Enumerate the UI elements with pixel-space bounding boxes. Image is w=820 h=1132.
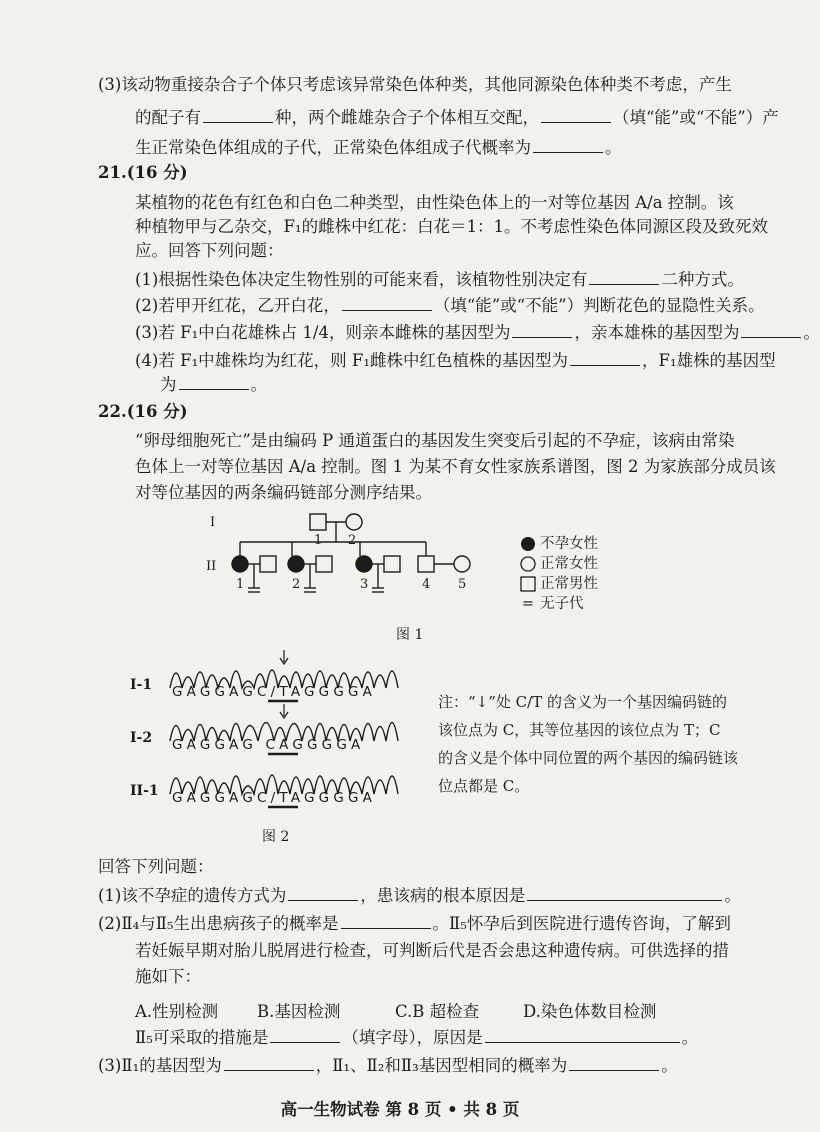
q21-stem-line3: 应。回答下列问题：: [135, 241, 284, 260]
answer-blank[interactable]: [533, 136, 603, 153]
answer-blank[interactable]: [270, 1026, 340, 1043]
page-footer: 高一生物试卷 第 8 页 • 共 8 页: [280, 1100, 520, 1119]
pedigree-II2-spouse-male: [316, 556, 332, 572]
answer-blank[interactable]: [485, 1026, 680, 1043]
q22-part1: (1)该不孕症的遗传方式为 ，患该病的根本原因是 。: [98, 886, 741, 905]
ped-num: 1: [314, 533, 323, 548]
seq-label-I1: I-1: [130, 677, 153, 693]
q20-part3-line3: 生正常染色体组成的子代，正常染色体组成子代概率为 。: [135, 138, 622, 157]
q22-header: 22.(16 分): [98, 402, 188, 421]
q22-part3: (3)Ⅱ₁的基因型为 ，Ⅱ₁、Ⅱ₂和Ⅱ₃基因型相同的概率为 。: [98, 1056, 678, 1075]
answer-blank[interactable]: [224, 1054, 314, 1071]
option-b[interactable]: B.基因检测: [257, 1002, 341, 1021]
gen-label-II: II: [206, 559, 217, 574]
pedigree-legend: 不孕女性 正常女性 正常男性 = 无子代: [521, 536, 598, 612]
pedigree-II1-affected-female: [232, 556, 248, 572]
ped-num: 2: [348, 533, 357, 548]
ped-num: 2: [292, 577, 301, 592]
seq-label-II1: II-1: [130, 783, 159, 799]
answer-blank[interactable]: [203, 106, 273, 123]
q20-part3-line1: (3)该动物重接杂合子个体只考虑该异常染色体种类，其他同源染色体种类不考虑，产生: [98, 75, 732, 94]
ped-num: 5: [458, 577, 467, 592]
q22-ask: 回答下列问题：: [98, 857, 214, 876]
ped-num: 4: [422, 577, 431, 592]
answer-blank[interactable]: [741, 321, 801, 338]
seq-text-I1: GAGGAGC/TAGGGGA: [172, 684, 377, 700]
normal-female-symbol: [520, 556, 536, 572]
answer-blank[interactable]: [512, 321, 572, 338]
q22-stem-line2: 色体上一对等位基因 A/a 控制。图 1 为某不育女性家族系谱图，图 2 为家族部分成员该: [135, 457, 776, 476]
q21-part3: (3)若 F₁中白花雄株占 1/4，则亲本雌株的基因型为 ，亲本雄株的基因型为 。: [135, 323, 820, 342]
answer-blank[interactable]: [342, 294, 432, 311]
pedigree-II3-affected-female: [356, 556, 372, 572]
q20-part3-line2: 的配子有 种，两个雌雄杂合子个体相互交配， （填“能”或“不能”）产: [135, 108, 779, 127]
answer-blank[interactable]: [541, 106, 611, 123]
pedigree-II2-affected-female: [288, 556, 304, 572]
option-a[interactable]: A.性别检测: [135, 1002, 219, 1021]
pedigree-II5-female: [454, 556, 470, 572]
seq-text-I2: GAGGAG CAGGGGA: [172, 737, 365, 753]
no-offspring-symbol: =: [521, 596, 535, 612]
gen-label-I: I: [210, 515, 216, 530]
pedigree-I1-male: [310, 514, 326, 530]
answer-blank[interactable]: [288, 884, 358, 901]
figure-2-note: 注：“↓”处 C/T 的含义为一个基因编码链的该位点为 C，其等位基因的该位点为 T；C 的含义是个体中同位置的两个基因的编码链该位点都是 C。: [438, 693, 739, 795]
q22-part2-measure: Ⅱ₅可采取的措施是 （填字母），原因是 。: [135, 1028, 699, 1047]
pedigree-I2-female: [346, 514, 362, 530]
seq-text-II1: GAGGAGC/TAGGGGA: [172, 790, 377, 806]
q21-stem-line2: 种植物甲与乙杂交，F₁的雌株中红花：白花＝1：1。不考虑性染色体同源区段及致死效: [135, 217, 769, 236]
q22-part2-line3: 施如下：: [135, 967, 201, 986]
answer-blank[interactable]: [570, 349, 640, 366]
pedigree-II3-spouse-male: [384, 556, 400, 572]
answer-blank[interactable]: [569, 1054, 659, 1071]
q22-stem-line3: 对等位基因的两条编码链部分测序结果。: [135, 483, 432, 502]
answer-blank[interactable]: [589, 268, 659, 285]
affected-female-symbol: [520, 536, 536, 552]
q21-part2: (2)若甲开红花，乙开白花， （填“能”或“不能”）判断花色的显隐性关系。: [135, 296, 765, 315]
q22-part2: (2)Ⅱ₄与Ⅱ₅生出患病孩子的概率是 。Ⅱ₅怀孕后到医院进行遗传咨询，了解到: [98, 914, 731, 933]
pedigree-chart: [200, 508, 500, 618]
option-c[interactable]: C.B 超检查: [395, 1002, 480, 1021]
q21-stem-line1: 某植物的花色有红色和白色二种类型，由性染色体上的一对等位基因 A/a 控制。该: [135, 193, 734, 212]
q21-part4-cont: 为 。: [160, 375, 267, 394]
seq-label-I2: I-2: [130, 730, 153, 746]
q22-stem-line1: “卵母细胞死亡”是由编码 P 通道蛋白的基因发生突变后引起的不孕症，该病由常染: [135, 431, 735, 450]
answer-blank[interactable]: [527, 884, 722, 901]
pedigree-II4-male: [418, 556, 434, 572]
figure-2-caption: 图 2: [262, 829, 290, 845]
ped-num: 3: [360, 577, 369, 592]
measure-options: [135, 998, 735, 1022]
q21-header: 21.(16 分): [98, 163, 188, 182]
ped-num: 1: [236, 577, 245, 592]
option-d[interactable]: D.染色体数目检测: [523, 1002, 657, 1021]
q21-part4: (4)若 F₁中雄株均为红花，则 F₁雌株中红色植株的基因型为 ，F₁雄株的基因型: [135, 351, 776, 370]
pedigree-II1-spouse-male: [260, 556, 276, 572]
q22-part2-line2: 若妊娠早期对胎儿脱屑进行检查，可判断后代是否会患这种遗传病。可供选择的措: [135, 941, 729, 960]
answer-blank[interactable]: [341, 912, 431, 929]
q21-part1: (1)根据性染色体决定生物性别的可能来看，该植物性别决定有 二种方式。: [135, 270, 744, 289]
normal-male-symbol: [520, 576, 536, 592]
figure-1-caption: 图 1: [396, 627, 424, 643]
answer-blank[interactable]: [179, 373, 249, 390]
